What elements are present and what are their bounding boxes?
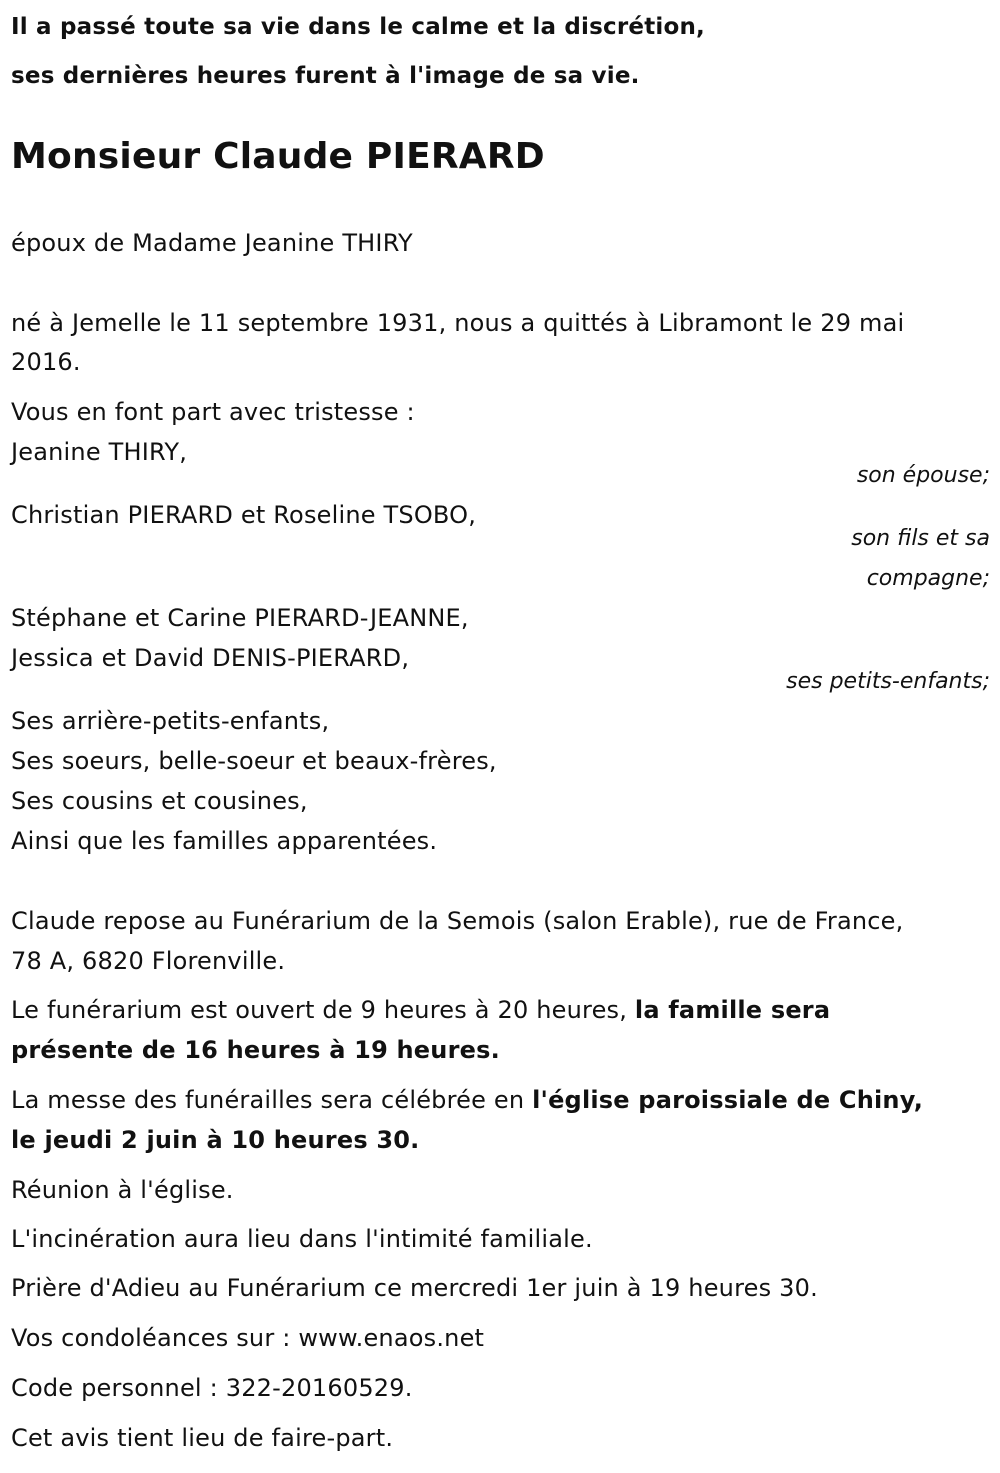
son-role-line-1: son fils et sa <box>851 526 990 551</box>
grandchild-2: Jessica et David DENIS-PIERARD, <box>11 644 410 672</box>
intro-line-1: Il a passé toute sa vie dans le calme et la discrétion, <box>11 14 705 40</box>
wife-role: son épouse; <box>856 463 990 488</box>
prayer-line: Prière d'Adieu au Funérarium ce mercredi 1er juin à 19 heures 30. <box>11 1274 818 1302</box>
opening-hours-line-2 <box>11 1035 500 1065</box>
family-other-1: Ses arrière-petits-enfants, <box>11 707 330 735</box>
family-presence-bold-2: présente de 16 heures à 19 heures. <box>11 1036 500 1064</box>
grandchild-1: Stéphane et Carine PIERARD-JEANNE, <box>11 604 469 632</box>
mass-church-bold: l'église paroissiale de Chiny, <box>532 1086 924 1114</box>
intro-line-2: ses dernières heures furent à l'image de sa vie. <box>11 63 640 89</box>
family-other-3: Ses cousins et cousines, <box>11 787 308 815</box>
grandchildren-role: ses petits-enfants; <box>786 669 990 694</box>
wife-name: Jeanine THIRY, <box>11 438 188 466</box>
son-name: Christian PIERARD et Roseline TSOBO, <box>11 501 477 529</box>
birth-line-2: 2016. <box>11 348 81 376</box>
mass-text: La messe des funérailles sera célébrée en <box>11 1086 533 1114</box>
cremation-line: L'incinération aura lieu dans l'intimité familiale. <box>11 1225 593 1253</box>
mass-line-2 <box>11 1125 419 1155</box>
family-other-4: Ainsi que les familles apparentées. <box>11 827 438 855</box>
opening-hours-line-1 <box>11 995 830 1025</box>
mass-line-1 <box>11 1085 923 1115</box>
repose-line-1: Claude repose au Funérarium de la Semois (salon Erable), rue de France, <box>11 907 904 935</box>
family-intro: Vous en font part avec tristesse : <box>11 398 415 426</box>
personal-code-line: Code personnel : 322-20160529. <box>11 1374 413 1402</box>
son-role-line-2: compagne; <box>866 566 990 591</box>
spouse-line: époux de Madame Jeanine THIRY <box>11 229 413 257</box>
repose-line-2: 78 A, 6820 Florenville. <box>11 947 286 975</box>
birth-line-1: né à Jemelle le 11 septembre 1931, nous a quittés à Libramont le 29 mai <box>11 309 905 337</box>
family-other-2: Ses soeurs, belle-soeur et beaux-frères, <box>11 747 497 775</box>
reunion-line: Réunion à l'église. <box>11 1176 234 1204</box>
deceased-name: Monsieur Claude PIERARD <box>11 136 545 177</box>
condolences-line: Vos condoléances sur : www.enaos.net <box>11 1324 485 1352</box>
notice-line: Cet avis tient lieu de faire-part. <box>11 1424 394 1452</box>
opening-hours-text: Le funérarium est ouvert de 9 heures à 20 heures, <box>11 996 635 1024</box>
mass-date-bold: le jeudi 2 juin à 10 heures 30. <box>11 1126 420 1154</box>
family-presence-bold: la famille sera <box>634 996 831 1024</box>
